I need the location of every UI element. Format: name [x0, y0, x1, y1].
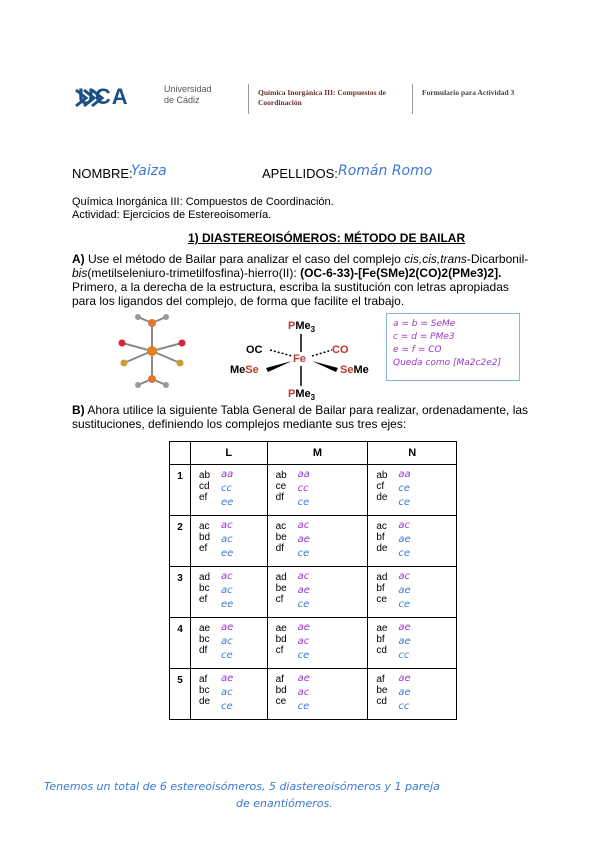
cell-N — [368, 567, 457, 618]
cell-handwritten-substitution: ac ae ce — [297, 571, 310, 610]
cell-L — [191, 669, 268, 720]
logo-text: UCA — [78, 84, 129, 109]
cell-handwritten-substitution: ae ac ce — [297, 673, 310, 712]
table-header-row — [170, 442, 457, 465]
cell-handwritten-substitution: ae ac ce — [221, 622, 234, 661]
cell-L — [191, 465, 268, 516]
table-row — [170, 618, 457, 669]
cell-handwritten-substitution: ac ac ee — [221, 520, 234, 559]
surname-value[interactable]: Román Romo — [338, 163, 433, 179]
cell-pairs: af be cd — [376, 674, 388, 707]
part-a-text: A) Use el método de Bailar para analizar el caso del complejo cis,cis,trans-Dicarbonil-bis(metilseleniuro-trimetilfosfina)-hierro(II): (OC-6-33)-[Fe(SMe)2(CO)2(PMe3)2]. Primero, a la derecha de la estructura, escriba la sustitución con letras apropiadas para los ligandos del complejo, de forma que facilite el trabajo. — [72, 252, 529, 308]
cell-pairs: ad bc ef — [199, 572, 211, 605]
cell-N — [368, 618, 457, 669]
cell-pairs: ab cf de — [376, 470, 388, 503]
header-course-title: Química Inorgánica III: Compuestos de Coordinación — [258, 88, 386, 107]
handwritten-conclusion-line1: Tenemos un total de 6 estereoisómeros, 5 diastereoisómeros y 1 pareja — [44, 780, 440, 793]
cell-L — [191, 567, 268, 618]
activity-line: Actividad: Ejercicios de Estereoisomería. — [72, 209, 272, 221]
cell-handwritten-substitution: ae ae cc — [398, 622, 411, 661]
cell-pairs: ad be cf — [275, 572, 287, 605]
header-M: M — [267, 442, 368, 465]
header-L: L — [191, 442, 268, 465]
header-form-title: Formulario para Actividad 3 — [422, 88, 515, 97]
cell-pairs: af bc de — [199, 674, 211, 707]
header-divider — [412, 84, 413, 114]
cell-N — [368, 516, 457, 567]
cell-handwritten-substitution: ac ae ce — [297, 520, 310, 559]
cell-M — [267, 465, 368, 516]
cell-pairs: ac be df — [275, 521, 287, 554]
row-number: 5 — [170, 669, 191, 720]
cell-pairs: ab cd ef — [199, 470, 211, 503]
row-number: 2 — [170, 516, 191, 567]
molecule-3d-image — [100, 313, 210, 388]
cell-N — [368, 465, 457, 516]
name-label: NOMBRE: — [72, 166, 133, 181]
logo-subtext: Universidad de Cádiz — [164, 84, 212, 105]
cell-M — [267, 618, 368, 669]
cell-pairs: af bd ce — [275, 674, 287, 707]
cell-handwritten-substitution: ac ae ce — [398, 520, 411, 559]
bailar-table — [169, 441, 457, 720]
surname-label: APELLIDOS: — [262, 166, 338, 181]
cell-L — [191, 618, 268, 669]
name-value[interactable]: Yaiza — [131, 163, 167, 179]
cell-handwritten-substitution: aa cc ce — [297, 469, 310, 508]
cell-pairs: ae bc df — [199, 623, 211, 656]
molecule-structure: PMe$_3$ PMe$_3$ OC CO Fe MeSe SeMe — [230, 316, 380, 402]
cell-L — [191, 516, 268, 567]
header-N: N — [368, 442, 457, 465]
table-row — [170, 567, 457, 618]
cell-handwritten-substitution: ae ae cc — [398, 673, 411, 712]
cell-M — [267, 669, 368, 720]
part-b-text: B) Ahora utilice la siguiente Tabla General de Bailar para realizar, ordenadamente, las sustituciones, definiendo los complejos mediante sus tres ejes: — [72, 403, 529, 431]
cell-handwritten-substitution: ae ac ce — [221, 673, 234, 712]
cell-pairs: ae bd cf — [275, 623, 287, 656]
row-number: 4 — [170, 618, 191, 669]
cell-pairs: ad bf ce — [376, 572, 388, 605]
cell-M — [267, 516, 368, 567]
cell-handwritten-substitution: ae ac ce — [297, 622, 310, 661]
header-divider — [248, 84, 249, 114]
section-title: 1) DIASTEREOISÓMEROS: MÉTODO DE BAILAR — [188, 231, 466, 245]
cell-pairs: ae bf cd — [376, 623, 388, 656]
cell-pairs: ac bf de — [376, 521, 388, 554]
course-line: Química Inorgánica III: Compuestos de Coordinación. — [72, 196, 334, 208]
cell-M — [267, 567, 368, 618]
cell-handwritten-substitution: aa cc ee — [221, 469, 234, 508]
row-number: 1 — [170, 465, 191, 516]
cell-pairs: ac bd ef — [199, 521, 211, 554]
cell-handwritten-substitution: ac ae ce — [398, 571, 411, 610]
table-row — [170, 669, 457, 720]
handwritten-conclusion-line2: de enantiómeros. — [236, 797, 333, 810]
handwritten-substitution-note: a = b = SeMe c = d = PMe3 e = f = CO Queda como [Ma2c2e2] — [386, 313, 520, 381]
table-row — [170, 516, 457, 567]
cell-pairs: ab ce df — [275, 470, 287, 503]
row-number: 3 — [170, 567, 191, 618]
cell-handwritten-substitution: aa ce ce — [398, 469, 411, 508]
cell-N — [368, 669, 457, 720]
cell-handwritten-substitution: ac ac ee — [221, 571, 234, 610]
table-row — [170, 465, 457, 516]
